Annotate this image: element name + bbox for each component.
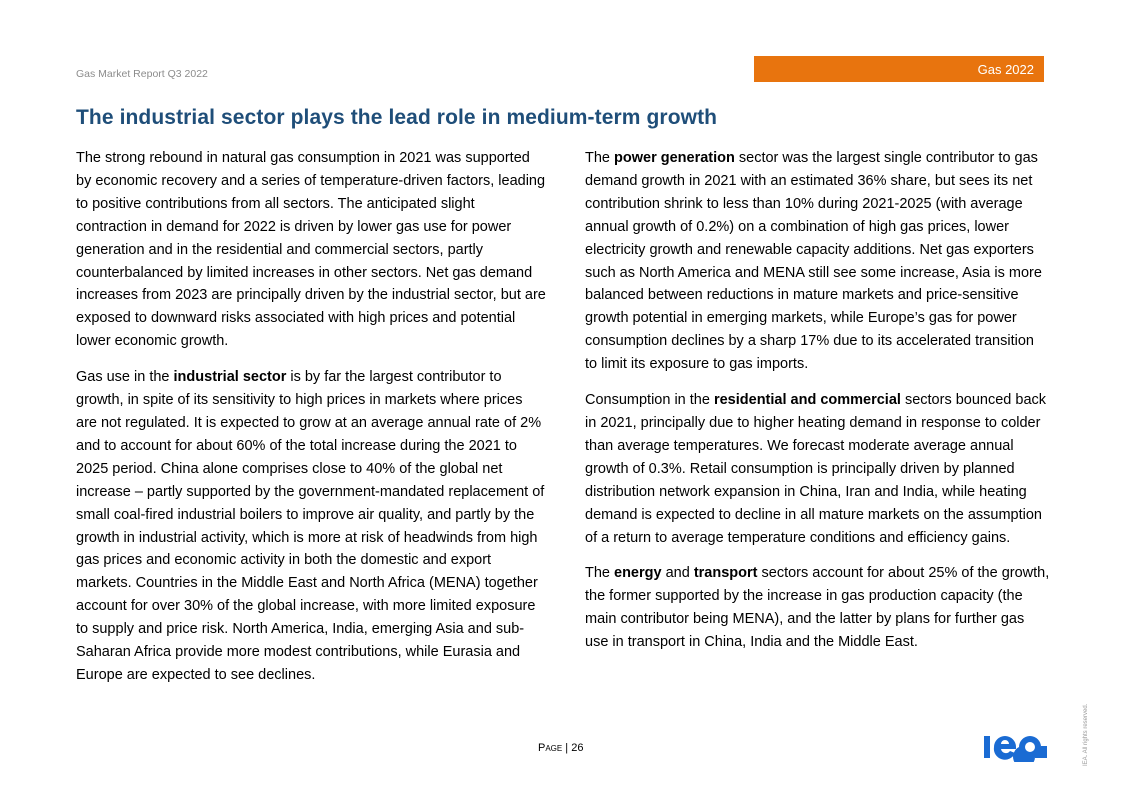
rights-notice: IEA. All rights reserved. xyxy=(1083,703,1089,766)
text-run: sector was the largest single contributor to gas demand growth in 2021 with an estimated 36% share, but sees its net contribution shrink to less than 10% during 2021-2025 (with average annual growth of 0.2%) on a combination of high gas prices, lower electricity growth and renewable capacity additions. Net gas exporters such as North America and MENA still see some increase, Asia is more balanced between reductions in mature markets and price-sensitive growth potential in emerging markets, while Europe’s gas for power consumption declines by a sharp 17% due to its accelerated transition to limit its exposure to gas imports. xyxy=(585,150,1042,373)
right-column xyxy=(585,147,1050,667)
report-name: Gas Market Report Q3 2022 xyxy=(76,68,208,80)
text-run: The xyxy=(585,565,615,582)
page-label: Page xyxy=(538,742,563,754)
bold-term-transport: transport xyxy=(693,565,758,582)
bold-term-power: power generation xyxy=(614,150,735,166)
paragraph-energy-transport xyxy=(585,562,1050,654)
text-run: and xyxy=(661,565,694,582)
iea-logo xyxy=(984,732,1048,762)
paragraph-power xyxy=(585,147,1050,376)
bold-term-industrial: industrial sector xyxy=(173,369,287,386)
page-number-value: 26 xyxy=(571,742,584,754)
page-separator: | xyxy=(562,742,572,754)
text-run: is by far the largest contributor to growth, in spite of its sensitivity to high prices in markets where prices are not regulated. It is expected to grow at an average annual rate of 2% and to account for about 60% of the total increase during the 2021 to 2025 period. China alone comprises close to 40% of the global net increase – partly supported by the government-mandated replacement of small coal-fired industrial boilers to improve air quality, and partly by the growth in industrial activity, which is more at risk of headwinds from high gas prices and economic activity in both the domestic and export markets. Countries in the Middle East and North Africa (MENA) together account for over 30% of the global increase, with more limited exposure to supply and price risk. North America, India, emerging Asia and sub-Saharan Africa provide more modest contributions, while Eurasia and Europe are expected to see declines. xyxy=(76,369,545,683)
left-column xyxy=(76,147,546,700)
section-tab: Gas 2022 xyxy=(754,56,1044,82)
page-number xyxy=(538,742,583,754)
text-run: The xyxy=(585,150,615,166)
text-run: Gas use in the xyxy=(76,369,174,386)
paragraph-residential xyxy=(585,389,1050,549)
text-run: Consumption in the xyxy=(585,392,714,409)
text-run: sectors bounced back in 2021, principally due to higher heating demand in response to colder than average temperatures. We forecast moderate average annual growth of 0.3%. Retail consumption is principally driven by planned distribution network expansion in China, Iran and India, while heating demand is expected to decline in all mature markets on the assumption of a return to average temperature conditions and efficiency gains. xyxy=(585,392,1047,546)
bold-term-residential: residential and commercial xyxy=(713,392,901,409)
text-run: sectors account for about 25% of the growth, the former supported by the increase in gas production capacity (the main contributor being MENA), and the latter by plans for further gas use in transport in China, India and the Middle East. xyxy=(585,565,1050,651)
page-title: The industrial sector plays the lead role in medium-term growth xyxy=(76,106,718,129)
paragraph-overview: The strong rebound in natural gas consumption in 2021 was supported by economic recovery and a series of temperature-driven factors, leading to positive contributions from all sectors. The anticipated slight contraction in demand for 2022 is driven by lower gas use for power generation and in the residential and commercial sectors, partly counterbalanced by limited increases in other sectors. Net gas demand increases from 2023 are principally driven by the industrial sector, but are exposed to downward risks associated with high prices and potential lower economic growth. xyxy=(76,150,546,350)
paragraph-industrial xyxy=(76,366,546,687)
bold-term-energy: energy xyxy=(614,565,662,582)
